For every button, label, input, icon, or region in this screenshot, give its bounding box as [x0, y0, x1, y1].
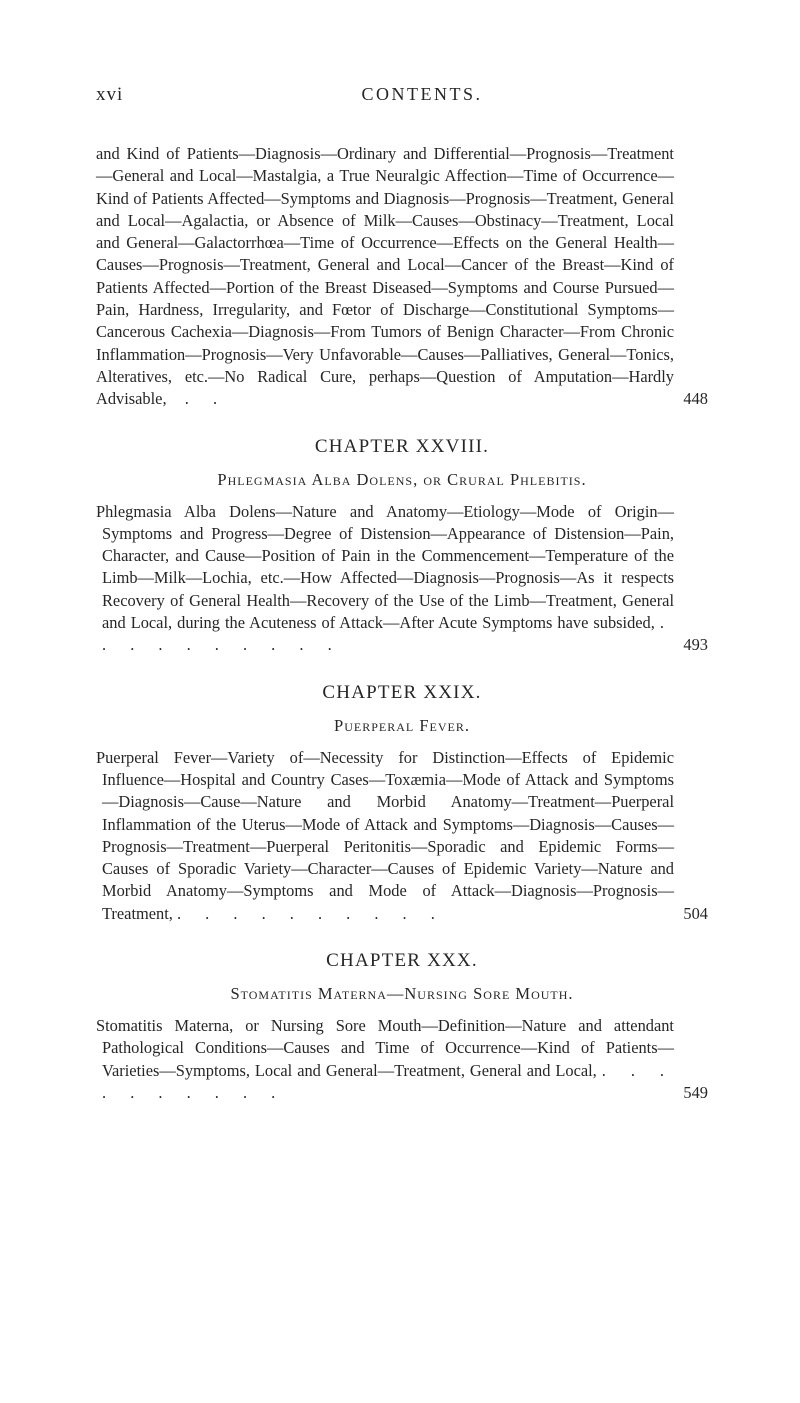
chapter-subtitle: Stomatitis Materna—Nursing Sore Mouth.: [230, 984, 574, 1004]
running-head-title: CONTENTS.: [361, 84, 483, 104]
chapter-entry-page: 504: [683, 903, 708, 923]
continued-entry-text: and Kind of Patients—Diagnosis—Ordinary and Differential—Prognosis—Treatment—General and Local—Mastalgia, a True Neuralgic Affection—Time of Occurrence—Kind of Patients Affected—Symptoms and Diagnosis—Prognosis—Treatment, General and Local—Agalactia, or Absence of Milk—Causes—Obstinacy—Treatment, Local and General—Galactorrhœa—Time of Occurrence—Effects on the General Health—Causes—Prognosis—Treatment, General and Local—Cancer of the Breast—Kind of Patients Affected—Portion of the Breast Diseased—Symptoms and Course Pursued—Pain, Hardness, Irregularity, and Fœtor of Discharge—Constitutional Symptoms—Cancerous Cachexia—Diagnosis—From Tumors of Benign Character—From Chronic Inflammation—Prognosis—Very Unfavorable—Causes—Palliatives, General—Tonics, Alteratives, etc.—No Radical Cure, perhaps—Question of Amputation—Hardly Advisable,: [96, 144, 674, 409]
chapter-xxx: [96, 950, 708, 1104]
leader-dots: . . . . . . . . . .: [102, 1060, 674, 1102]
chapter-subtitle: Phlegmasia Alba Dolens, or Crural Phlebitis.: [217, 469, 587, 489]
chapter-entry: [96, 501, 708, 657]
continued-entry-page: 448: [683, 389, 708, 409]
chapter-subtitle: Puerperal Fever.: [334, 715, 470, 735]
leader-dots: . . . . . . . . . .: [102, 613, 674, 655]
chapter-entry-text: Phlegmasia Alba Dolens—Nature and Anatomy—Etiology—Mode of Origin—Symptoms and Progress—Degree of Distension—Appearance of Distension—Pain, Character, and Cause—Position of Pain in the Commencement—Temperature of the Limb—Milk—Lochia, etc.—How Affected—Diagnosis—Prognosis—As it respects Recovery of General Health—Recovery of the Use of the Limb—Treatment, General and Local, during the Acuteness of Attack—After Acute Symptoms have subsided,: [96, 501, 674, 633]
chapter-entry-page: 549: [683, 1082, 708, 1102]
chapter-entry-text: Puerperal Fever—Variety of—Necessity for Distinction—Effects of Epidemic Influence—Hospital and Country Cases—Toxæmia—Mode of Attack and Symptoms—Diagnosis—Cause—Nature and Morbid Anatomy—Treatment—Puerperal Inflammation of the Uterus—Mode of Attack and Symptoms—Diagnosis—Causes—Prognosis—Treatment—Puerperal Peritonitis—Sporadic and Epidemic Forms—Causes of Sporadic Variety—Character—Causes of Epidemic Variety—Nature and Morbid Anatomy—Symptoms and Mode of Attack—Diagnosis—Prognosis—Treatment,: [96, 747, 674, 923]
running-head: [96, 84, 708, 114]
chapter-xxviii: [96, 436, 708, 657]
chapter-entry: [96, 1015, 708, 1104]
chapter-heading: CHAPTER XXIX.: [322, 681, 482, 703]
contents-body: [96, 143, 708, 1104]
leader-dots: . . . . . . . . . .: [176, 903, 445, 923]
page-number: xvi: [96, 84, 124, 105]
chapter-entry: [96, 747, 708, 925]
chapter-heading: CHAPTER XXVIII.: [314, 435, 490, 457]
chapter-heading: CHAPTER XXX.: [326, 950, 478, 972]
continued-entry: and Kind of Patients—Diagnosis—Ordinary and Differential—Prognosis—Treatment—General and Local—Mastalgia, a True Neuralgic Affection—Time of Occurrence—Kind of Patients Affected—Symptoms and Diagnosis—Prognosis—Treatment, General and Local—Agalactia, or Absence of Milk—Causes—Obstinacy—Treatment, Local and General—Galactorrhœa—Time of Occurrence—Effects on the General Health—Causes—Prognosis—Treatment, General and Local—Cancer of the Breast—Kind of Patients Affected—Portion of the Breast Diseased—Symptoms and Course Pursued—Pain, Hardness, Irregularity, and Fœtor of Discharge—Constitutional Symptoms—Cancerous Cachexia—Diagnosis—From Tumors of Benign Character—From Chronic Inflammation—Prognosis—Very Unfavorable—Causes—Palliatives, General—Tonics, Alteratives, etc.—No Radical Cure, perhaps—Question of Amputation—Hardly Advisable, . . 448: [96, 143, 708, 411]
chapter-entry-page: 493: [683, 635, 708, 655]
chapter-entry-text: Stomatitis Materna, or Nursing Sore Mouth—Definition—Nature and attendant Pathological Conditions—Causes and Time of Occurrence—Kind of Patients—Varieties—Symptoms, Local and General—Treatment, General and Local,: [96, 1016, 674, 1080]
chapter-xxix: [96, 682, 708, 925]
